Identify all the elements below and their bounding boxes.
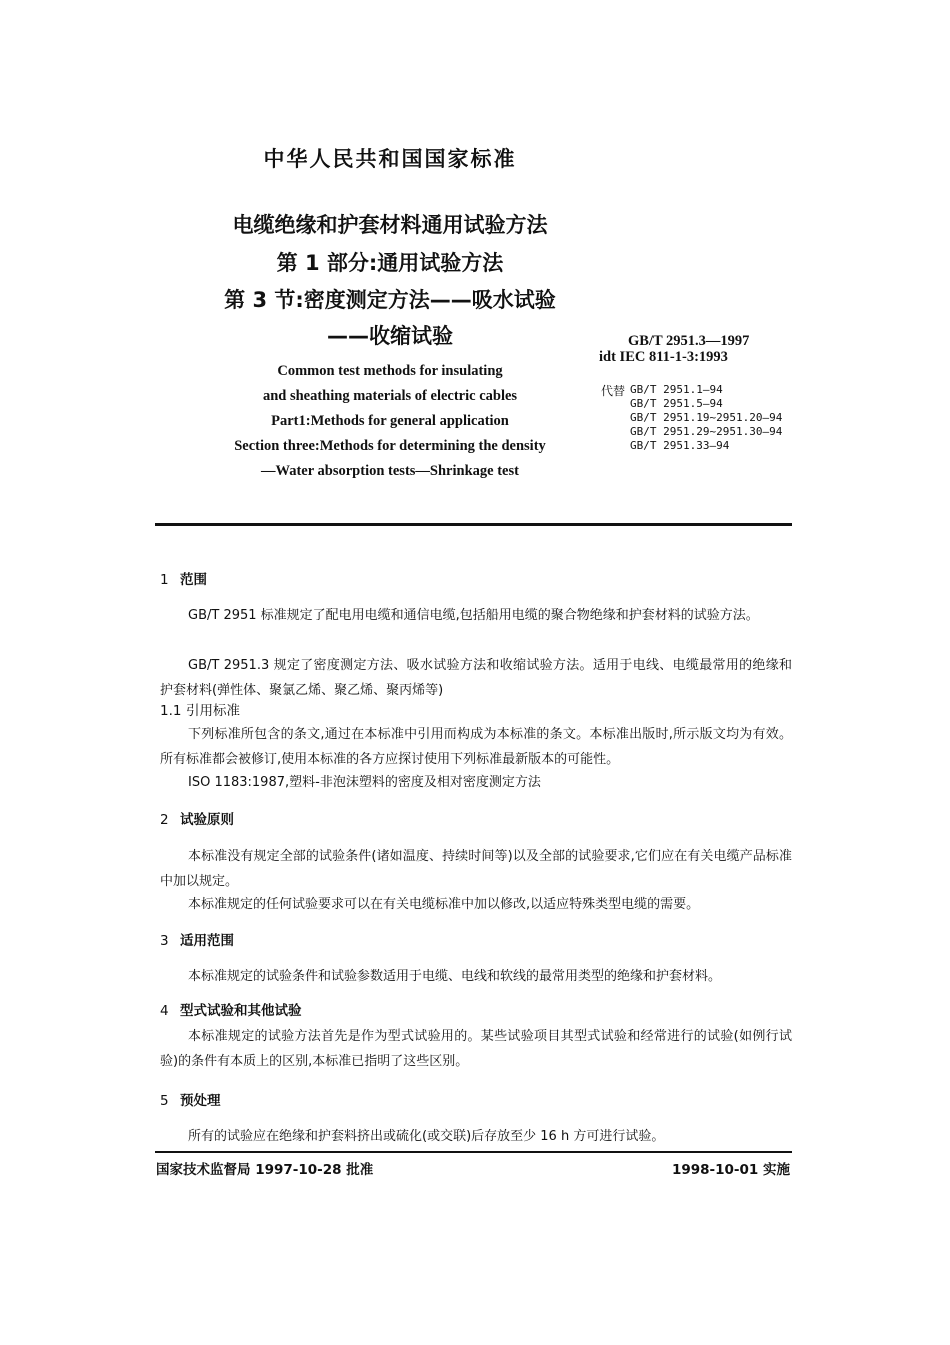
section-4-paragraph-1: 本标准规定的试验方法首先是作为型式试验用的。某些试验项目其型式试验和经常进行的试验(如例行试验)的条件有本质上的区别,本标准已指明了这些区别。 (160, 1029, 792, 1069)
replaces-item: GB/T 2951.29~2951.30—94 (630, 425, 783, 438)
section-1-1-paragraph-1: 下列标准所包含的条文,通过在本标准中引用而构成为本标准的条文。本标准出版时,所示版文均为有效。所有标准都会被修订,使用本标准的各方应探讨使用下列标准最新版本的可能性。 (160, 727, 792, 767)
section-4-heading: 4 型式试验和其他试验 (160, 1003, 302, 1019)
replaces-item: GB/T 2951.33—94 (630, 439, 730, 452)
title-cn-line-2: 第 1 部分:通用试验方法 (276, 251, 504, 275)
section-2-heading: 2 试验原则 (160, 812, 234, 828)
section-1-paragraph-2: GB/T 2951.3 规定了密度测定方法、吸水试验方法和收缩试验方法。适用于电线、电缆最常用的绝缘和护套材料(弹性体、聚氯乙烯、聚乙烯、聚丙烯等) (160, 658, 792, 698)
title-en-line-2: and sheathing materials of electric cables (262, 388, 518, 404)
replaces-item: GB/T 2951.19~2951.20—94 (630, 411, 783, 424)
replaces-label: 代替 (601, 384, 626, 398)
standard-number: GB/T 2951.3—1997 (628, 333, 750, 349)
implementation-date: 1998-10-01 实施 (671, 1162, 790, 1178)
section-5-paragraph-1: 所有的试验应在绝缘和护套料挤出或硫化(或交联)后存放至少 16 h 方可进行试验。 (188, 1129, 665, 1144)
replaces-item: GB/T 2951.1—94 (630, 383, 723, 396)
title-en-line-5: —Water absorption tests—Shrinkage test (261, 463, 519, 479)
title-cn-line-4: ——收缩试验 (327, 324, 453, 348)
section-3-paragraph-1: 本标准规定的试验条件和试验参数适用于电缆、电线和软线的最常用类型的绝缘和护套材料。 (188, 969, 722, 984)
section-2-paragraph-2: 本标准规定的任何试验要求可以在有关电缆标准中加以修改,以适应特殊类型电缆的需要。 (188, 897, 700, 912)
header-divider (155, 523, 792, 526)
section-1-1-heading: 1.1 引用标准 (160, 703, 240, 719)
title-cn-line-3: 第 3 节:密度测定方法——吸水试验 (224, 288, 556, 312)
section-2-paragraph-1: 本标准没有规定全部的试验条件(诸如温度、持续时间等)以及全部的试验要求,它们应在有关电缆产品标准中加以规定。 (160, 849, 792, 889)
national-standard-heading: 中华人民共和国国家标准 (263, 147, 517, 171)
title-cn-line-1: 电缆绝缘和护套材料通用试验方法 (232, 213, 548, 237)
idt-reference: idt IEC 811-1-3:1993 (599, 349, 728, 365)
section-3-heading: 3 适用范围 (160, 933, 234, 949)
title-en-line-4: Section three:Methods for determining the density (234, 438, 546, 454)
replaces-item: GB/T 2951.5—94 (630, 397, 723, 410)
title-en-line-1: Common test methods for insulating (277, 363, 503, 379)
title-en-line-3: Part1:Methods for general application (271, 413, 509, 429)
section-5-heading: 5 预处理 (160, 1093, 221, 1109)
footer-divider (155, 1151, 792, 1153)
section-1-heading: 1 范围 (160, 572, 207, 588)
section-1-paragraph-1: GB/T 2951 标准规定了配电用电缆和通信电缆,包括船用电缆的聚合物绝缘和护套材料的试验方法。 (188, 608, 759, 623)
section-1-1-paragraph-2: ISO 1183:1987,塑料-非泡沫塑料的密度及相对密度测定方法 (188, 775, 541, 790)
approval-date: 国家技术监督局 1997-10-28 批准 (156, 1162, 374, 1178)
